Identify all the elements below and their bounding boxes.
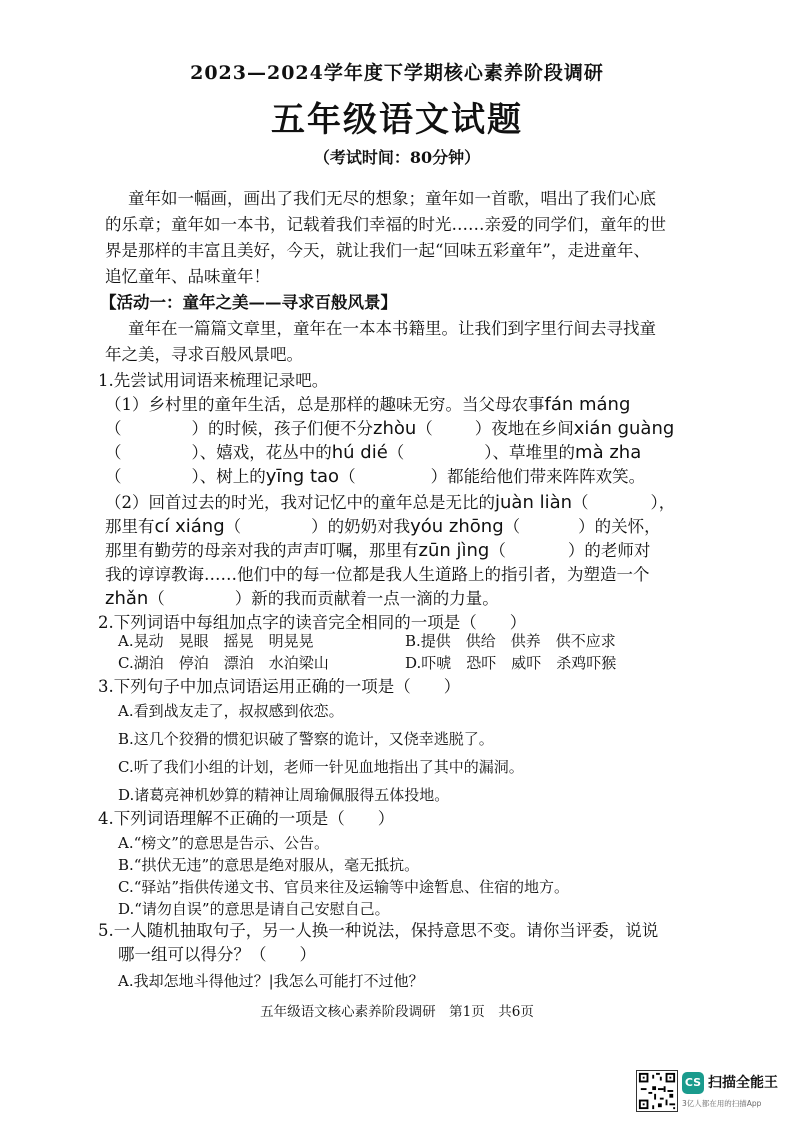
pinyin-fanmang: fán máng [544, 394, 631, 415]
q1-sentence-line: 我的谆谆教诲……他们中的每一位都是我人生道路上的指引者，为塑造一个 [105, 565, 650, 584]
q1-text: （ [503, 517, 521, 536]
q4-option-a[interactable]: A.“榜文”的意思是告示、公告。 [118, 834, 329, 852]
camscanner-logo-icon: CS [682, 1072, 704, 1094]
q1-sentence-line [105, 466, 645, 488]
q1-text: （ [148, 589, 165, 608]
question-2-stem: 2.下列词语中每组加点字的读音完全相同的一项是（ ） [98, 613, 527, 632]
question-3-stem: 3.下列句子中加点词语运用正确的一项是（ ） [98, 677, 461, 696]
q4-option-d[interactable]: D.“请勿自误”的意思是请自己安慰自己。 [118, 900, 390, 918]
q1-text: （ [339, 467, 356, 486]
q1-text: ）的时候，孩子们便不分 [191, 419, 373, 438]
pinyin-youzhong: yóu zhōng [410, 516, 504, 537]
pinyin-zhan: zhǎn [105, 588, 149, 609]
q1-text: ）、树上的 [191, 467, 266, 486]
q1-text: （ [572, 493, 589, 512]
pinyin-zhou: zhòu [373, 418, 417, 439]
question-4-stem: 4.下列词语理解不正确的一项是（ ） [98, 809, 395, 828]
question-1-stem: 1.先尝试用词语来梳理记录吧。 [98, 371, 329, 390]
intro-line: 追忆童年、品味童年！ [105, 267, 270, 286]
qr-code [636, 1070, 678, 1112]
activity-text: 年之美，寻求百般风景吧。 [105, 345, 303, 364]
q1-text: （2）回首过去的时光，我对记忆中的童年总是无比的 [105, 493, 495, 512]
q1-sentence-line [105, 540, 650, 562]
q3-option-c[interactable]: C.听了我们小组的计划，老师一针见血地指出了其中的漏洞。 [118, 758, 524, 776]
q1-sentence-line [105, 516, 661, 538]
pinyin-mazha: mà zha [575, 442, 642, 463]
intro-line: 的乐章；童年如一本书，记载着我们幸福的时光……亲爱的同学们，童年的世 [105, 215, 666, 234]
q1-sentence-line [105, 588, 499, 610]
q2-option-c[interactable]: C.湖泊 停泊 漂泊 水泊梁山 [118, 654, 329, 672]
exam-series-title: 2023—2024学年度下学期核心素养阶段调研 [190, 62, 604, 84]
pinyin-zunjing: zūn jìng [418, 540, 490, 561]
q1-sentence-line [105, 492, 675, 514]
q1-text: ）、嬉戏，花丛中的 [191, 443, 332, 462]
q1-text: （ [489, 541, 506, 560]
q3-option-d[interactable]: D.诸葛亮神机妙算的精神让周瑜佩服得五体投地。 [118, 786, 450, 804]
activity-heading: 【活动一：童年之美——寻求百般风景】 [100, 293, 397, 312]
q2-option-b[interactable]: B.提供 供给 供养 供不应求 [405, 632, 616, 650]
q1-text: （1）乡村里的童年生活，总是那样的趣味无穷。当父母农事 [105, 395, 545, 414]
q1-text: （ [105, 443, 122, 462]
scanner-app-name: 扫描全能王 [708, 1075, 778, 1091]
q1-text: 那里有勤劳的母亲对我的声声叮嘱，那里有 [105, 541, 419, 560]
q1-text: ）夜地在乡间 [474, 419, 574, 438]
q2-option-d[interactable]: D.吓唬 恐吓 威吓 杀鸡吓猴 [405, 654, 617, 672]
q1-text: 那里有 [105, 517, 155, 536]
pinyin-cixiang: cí xiáng [154, 516, 225, 537]
q1-text: ）的关怀， [578, 517, 661, 536]
q1-text: ）， [650, 493, 676, 512]
q1-text: （ [387, 443, 405, 462]
pinyin-juanlian: juàn liàn [495, 492, 573, 513]
q3-option-b[interactable]: B.这几个狡猾的惯犯识破了警察的诡计，又侥幸逃脱了。 [118, 730, 494, 748]
page-footer: 五年级语文核心素养阶段调研 第1页 共6页 [260, 1004, 534, 1020]
q4-option-c[interactable]: C.“驿站”指供传递文书、官员来往及运输等中途暂息、住宿的地方。 [118, 878, 570, 896]
q1-text: （ [416, 419, 433, 438]
activity-text: 童年在一篇篇文章里，童年在一本本书籍里。让我们到字里行间去寻找童 [128, 319, 656, 338]
q5-option-a[interactable]: A.我却怎地斗得他过？|我怎么可能打不过他？ [118, 972, 424, 990]
q1-text: ）的老师对 [567, 541, 651, 560]
q1-text: （ [105, 419, 122, 438]
qr-code-icon [637, 1071, 677, 1111]
exam-title: 五年级语文试题 [271, 100, 523, 140]
q2-option-a[interactable]: A.晃动 晃眼 摇晃 明晃晃 [118, 632, 314, 650]
pinyin-xianguang: xián guàng [573, 418, 675, 439]
q3-option-a[interactable]: A.看到战友走了，叔叔感到依恋。 [118, 702, 344, 720]
intro-line: 童年如一幅画，画出了我们无尽的想象；童年如一首歌，唱出了我们心底 [128, 189, 656, 208]
pinyin-yingtao: yīng tao [265, 466, 340, 487]
scanner-tagline: 3亿人都在用的扫描App [682, 1099, 762, 1108]
question-5-stem: 哪一组可以得分？（ ） [118, 945, 316, 964]
q1-text: ）、草堆里的 [484, 443, 576, 462]
question-5-stem: 5.一人随机抽取句子，另一人换一种说法，保持意思不变。请你当评委，说说 [98, 921, 659, 940]
exam-time: （考试时间：80分钟） [313, 148, 481, 167]
q1-text: ）都能给他们带来阵阵欢笑。 [430, 467, 646, 486]
q1-sentence-line [105, 394, 630, 416]
q1-sentence-line [105, 442, 641, 464]
q4-option-b[interactable]: B.“拱伏无违”的意思是绝对服从，毫无抵抗。 [118, 856, 420, 874]
pinyin-hudie: hú dié [331, 442, 388, 463]
q1-text: ）的奶奶对我 [311, 517, 411, 536]
q1-text: （ [224, 517, 242, 536]
q1-text: （ [105, 467, 122, 486]
intro-line: 界是那样的丰富且美好，今天，就让我们一起“回味五彩童年”，走进童年、 [105, 241, 650, 260]
q1-sentence-line [105, 418, 674, 440]
q1-text: ）新的我而贡献着一点一滴的力量。 [234, 589, 499, 608]
